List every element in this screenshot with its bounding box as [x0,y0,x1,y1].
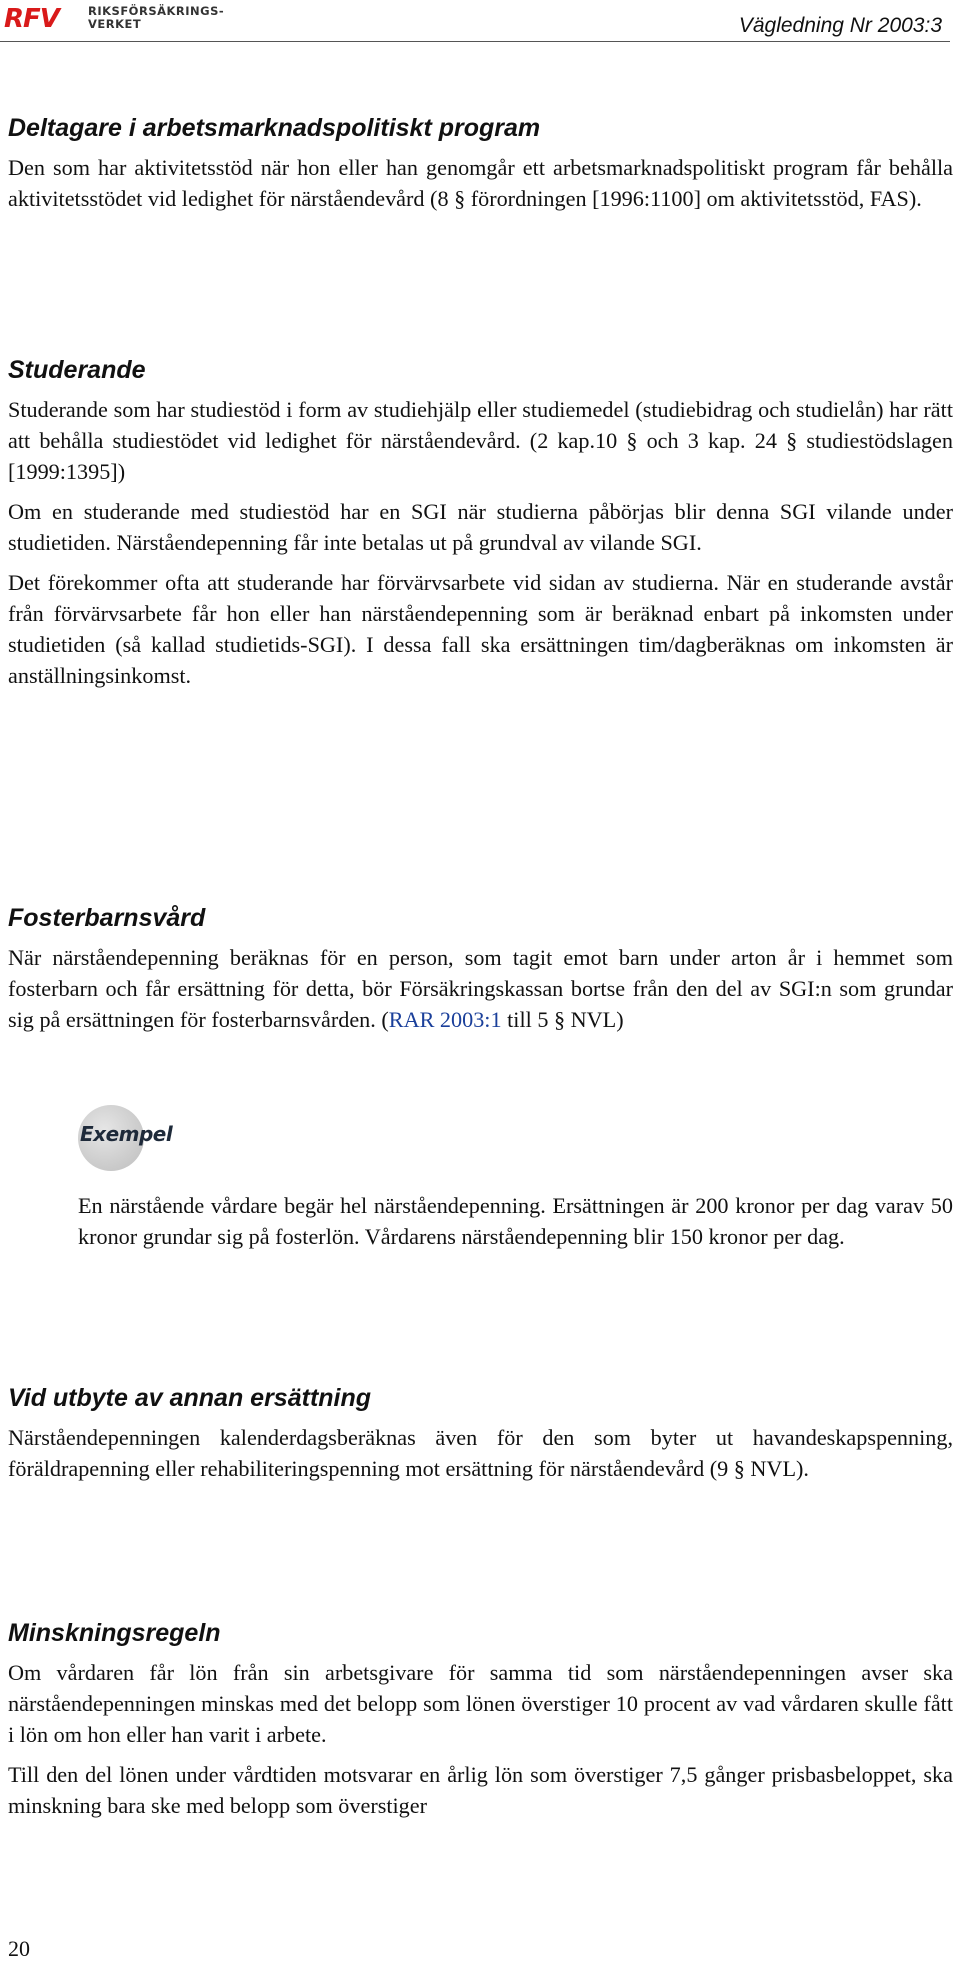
example-badge [78,1101,198,1171]
section-heading: Minskningsregeln [8,1619,221,1647]
section-program-participants [8,113,953,214]
logo-text [88,5,224,31]
logo-mark: RFV [4,4,59,34]
paragraph: Studerande som har studiestöd i form av studiehjälp eller studiemedel (studiebidrag och studielån) har rätt att behålla studiestödet vid ledighet för närståendevård. (2 kap.10 § och 3 kap. 24 § studiestödslagen [1999:1395]) [8,397,953,484]
section-heading: Fosterbarnsvård [8,904,206,932]
paragraph: Om en studerande med studiestöd har en SGI när studierna påbörjas blir denna SGI vilande under studietiden. Närståendepenning får inte betalas ut på grundval av vilande SGI. [8,499,953,555]
paragraph: Den som har aktivitetsstöd när hon eller han genomgår ett arbetsmarknadspolitiskt program får behålla aktivitetsstödet vid ledighet för närståendevård (8 § förordningen [1996:1100] om aktivitetsstöd, FAS). [8,155,953,211]
rar-reference-link[interactable]: RAR 2003:1 [388,1007,502,1032]
example-block [78,1190,953,1252]
section-heading: Vid utbyte av annan ersättning [8,1384,372,1412]
section-heading: Studerande [8,356,146,384]
example-badge-label: Exempel [80,1122,173,1146]
logo-line-2: VERKET [88,17,142,31]
section-students [8,355,953,691]
paragraph: Närståendepenningen kalenderdagsberäknas även för den som byter ut havandeskapspenning, föräldrapenning eller rehabiliteringspenning mot ersättning för närståendevård (9 § NVL). [8,1425,953,1481]
paragraph-text: När närståendepenning beräknas för en person, som tagit emot barn under arton år i hemmet som fosterbarn och får ersättning för detta, bör Försäkringskassan bortse från den del av SGI:n som grundar sig på ersättningen för fosterbarnsvården. ( [8,945,953,1032]
section-heading: Deltagare i arbetsmarknadspolitiskt program [8,114,541,142]
paragraph: Om vårdaren får lön från sin arbetsgivare för samma tid som närståendepenningen avser ska närståendepenningen minskas med det belopp som lönen överstiger 10 procent av vad vårdaren skulle fått i lön om hon eller han varit i arbete. [8,1660,953,1747]
rfv-logo [4,2,274,36]
paragraph: Till den del lönen under vårdtiden motsvarar en årlig lön som överstiger 7,5 gånger prisbasbeloppet, ska minskning bara ske med belopp som överstiger [8,1762,953,1818]
example-text: En närstående vårdare begär hel närståendepenning. Ersättningen är 200 kronor per dag varav 50 kronor grundar sig på fosterlön. Vårdarens närståendepenning blir 150 kronor per dag. [78,1193,953,1249]
page-number: 20 [8,1936,30,1961]
section-reduction-rule [8,1618,953,1821]
paragraph: Det förekommer ofta att studerande har förvärvsarbete vid sidan av studierna. När en studerande avstår från förvärvsarbete får hon eller han närståendepenning som är beräknad enbart på inkomsten under studietiden (så kallad studietids-SGI). I dessa fall ska ersättningen tim/dagberäknas om inkomsten är anställningsinkomst. [8,570,953,688]
logo-line-1: RIKSFÖRSÄKRINGS- [88,4,225,18]
header-divider [0,41,950,42]
document-reference: Vägledning Nr 2003:3 [738,14,942,37]
page-header [0,0,960,48]
section-benefit-exchange [8,1383,953,1484]
section-foster-care [8,903,953,1035]
paragraph [8,942,953,1035]
paragraph-text: till 5 § NVL) [501,1007,624,1032]
